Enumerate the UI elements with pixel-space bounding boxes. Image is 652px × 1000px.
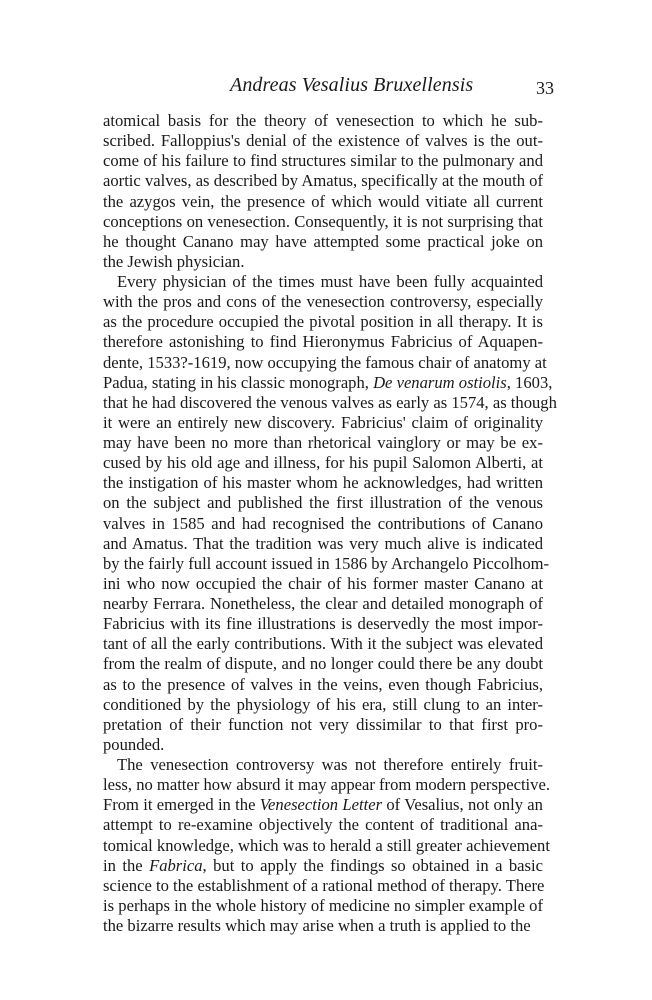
text-line bbox=[103, 634, 543, 654]
italic-title: De venarum ostiolis bbox=[373, 372, 507, 392]
text-line bbox=[103, 111, 543, 131]
text-segment: Padua, stating in his classic monograph, bbox=[103, 372, 374, 392]
text-segment: tomical knowledge, which was to herald a still greater achievement bbox=[103, 835, 550, 855]
text-line bbox=[103, 272, 543, 292]
text-line bbox=[103, 876, 543, 896]
text-line bbox=[103, 896, 543, 916]
text-segment: the azygos vein, the presence of which would vitiate all current bbox=[103, 191, 543, 211]
text-segment: it were an entirely new discovery. Fabricius' claim of originality bbox=[103, 412, 543, 432]
text-segment: in the bbox=[103, 855, 150, 875]
text-line bbox=[103, 151, 543, 171]
text-segment: on the subject and published the first illustration of the venous bbox=[103, 493, 543, 513]
text-segment: ini who now occupied the chair of his former master Canano at bbox=[103, 573, 543, 593]
text-line bbox=[103, 654, 543, 674]
text-segment: the instigation of his master whom he acknowledges, had written bbox=[103, 473, 543, 493]
text-segment: scribed. Falloppius's denial of the existence of valves is the out- bbox=[103, 131, 543, 151]
page-number: 33 bbox=[536, 78, 554, 98]
text-line bbox=[103, 534, 543, 554]
running-head-title: Andreas Vesalius Bruxellensis bbox=[230, 74, 474, 96]
text-segment: therefore astonishing to find Hieronymus Fabricius of Aquapen- bbox=[103, 332, 543, 352]
text-line bbox=[103, 352, 547, 373]
text-segment: of Vesalius, not only an bbox=[382, 795, 543, 815]
text-line bbox=[103, 675, 543, 695]
text-segment: Every physician of the times must have been fully acquainted bbox=[117, 272, 543, 291]
text-segment: atomical basis for the theory of venesection to which he sub- bbox=[103, 111, 543, 130]
text-segment: , but to apply the findings so obtained in a basic bbox=[202, 855, 543, 875]
text-segment: , 1603, bbox=[506, 372, 553, 392]
text-segment: nearby Ferrara. Nonetheless, the clear and detailed monograph of bbox=[103, 594, 543, 613]
text-segment: Fabricius with its fine illustrations is deservedly the most impor- bbox=[103, 614, 543, 634]
italic-title: Fabrica bbox=[149, 855, 203, 875]
text-segment: may have been no more than rhetorical vainglory or may be ex- bbox=[103, 433, 543, 452]
text-line bbox=[103, 473, 543, 493]
text-segment: the Jewish physician. bbox=[103, 251, 245, 271]
text-line bbox=[103, 795, 543, 815]
text-line bbox=[103, 856, 543, 876]
text-segment: by the fairly full account issued in 1586 by Archangelo Piccolhom- bbox=[103, 553, 550, 573]
text-line bbox=[103, 131, 543, 151]
text-line bbox=[103, 755, 543, 775]
text-segment: he thought Canano may have attempted some practical joke on bbox=[103, 231, 543, 251]
text-line bbox=[103, 413, 543, 433]
body-text bbox=[103, 111, 557, 936]
text-segment: as to the presence of valves in the veins, even though Fabricius, bbox=[103, 674, 543, 694]
text-segment: cused by his old age and illness, for his pupil Salomon Alberti, at bbox=[103, 453, 543, 473]
text-line bbox=[103, 453, 543, 473]
text-segment: pretation of their function not very dissimilar to that first pro- bbox=[103, 714, 543, 734]
text-line bbox=[103, 292, 543, 312]
text-line bbox=[103, 332, 543, 352]
text-line bbox=[103, 614, 543, 634]
text-segment: dente, 1533?-1619, now occupying the famous chair of anatomy at bbox=[103, 352, 547, 372]
text-segment: tant of all the early contributions. With it the subject was elevated bbox=[103, 634, 543, 654]
text-line bbox=[103, 392, 557, 413]
text-line bbox=[103, 594, 543, 614]
text-line bbox=[103, 514, 543, 534]
text-segment: with the pros and cons of the venesection controversy, especially bbox=[103, 292, 543, 312]
text-line bbox=[103, 553, 550, 574]
text-segment: from the realm of dispute, and no longer could there be any doubt bbox=[103, 654, 543, 674]
text-line bbox=[103, 735, 543, 755]
text-line bbox=[103, 433, 543, 453]
text-segment: conditioned by the physiology of his era, still clung to an inter- bbox=[103, 694, 543, 714]
text-segment: the bizarre results which may arise when a truth is applied to the bbox=[103, 916, 531, 935]
text-segment: attempt to re-examine objectively the content of traditional ana- bbox=[103, 815, 543, 835]
text-line bbox=[103, 695, 543, 715]
text-segment: come of his failure to find structures similar to the pulmonary and bbox=[103, 151, 543, 171]
text-segment: aortic valves, as described by Amatus, specifically at the mouth of bbox=[103, 171, 543, 191]
text-segment: that he had discovered the venous valves as early as 1574, as though bbox=[103, 392, 557, 412]
text-line bbox=[103, 574, 543, 594]
text-segment: pounded. bbox=[103, 734, 165, 754]
text-segment: as the procedure occupied the pivotal position in all therapy. It is bbox=[103, 312, 543, 332]
text-line bbox=[103, 171, 543, 191]
text-line bbox=[103, 212, 543, 232]
text-line bbox=[103, 252, 543, 272]
text-line bbox=[103, 192, 543, 212]
text-line bbox=[103, 835, 550, 856]
text-line bbox=[103, 775, 550, 795]
text-segment: less, no matter how absurd it may appear from modern perspective. bbox=[103, 775, 550, 795]
text-segment: science to the establishment of a rational method of therapy. There bbox=[103, 875, 545, 895]
text-line bbox=[103, 493, 543, 513]
italic-title: Venesection Letter bbox=[259, 795, 383, 815]
text-line bbox=[103, 312, 543, 332]
text-line bbox=[103, 715, 543, 735]
text-line bbox=[103, 815, 543, 835]
text-line bbox=[103, 232, 543, 252]
text-segment: From it emerged in the bbox=[103, 795, 260, 815]
text-line bbox=[103, 372, 553, 393]
text-segment: is perhaps in the whole history of medicine no simpler example of bbox=[103, 895, 543, 915]
text-segment: valves in 1585 and had recognised the contributions of Canano bbox=[103, 513, 543, 533]
text-segment: conceptions on venesection. Consequently, it is not surprising that bbox=[103, 211, 543, 231]
text-segment: and Amatus. That the tradition was very much alive is indicated bbox=[103, 533, 543, 553]
text-line bbox=[103, 916, 543, 936]
text-segment: The venesection controversy was not therefore entirely fruit- bbox=[117, 755, 543, 774]
